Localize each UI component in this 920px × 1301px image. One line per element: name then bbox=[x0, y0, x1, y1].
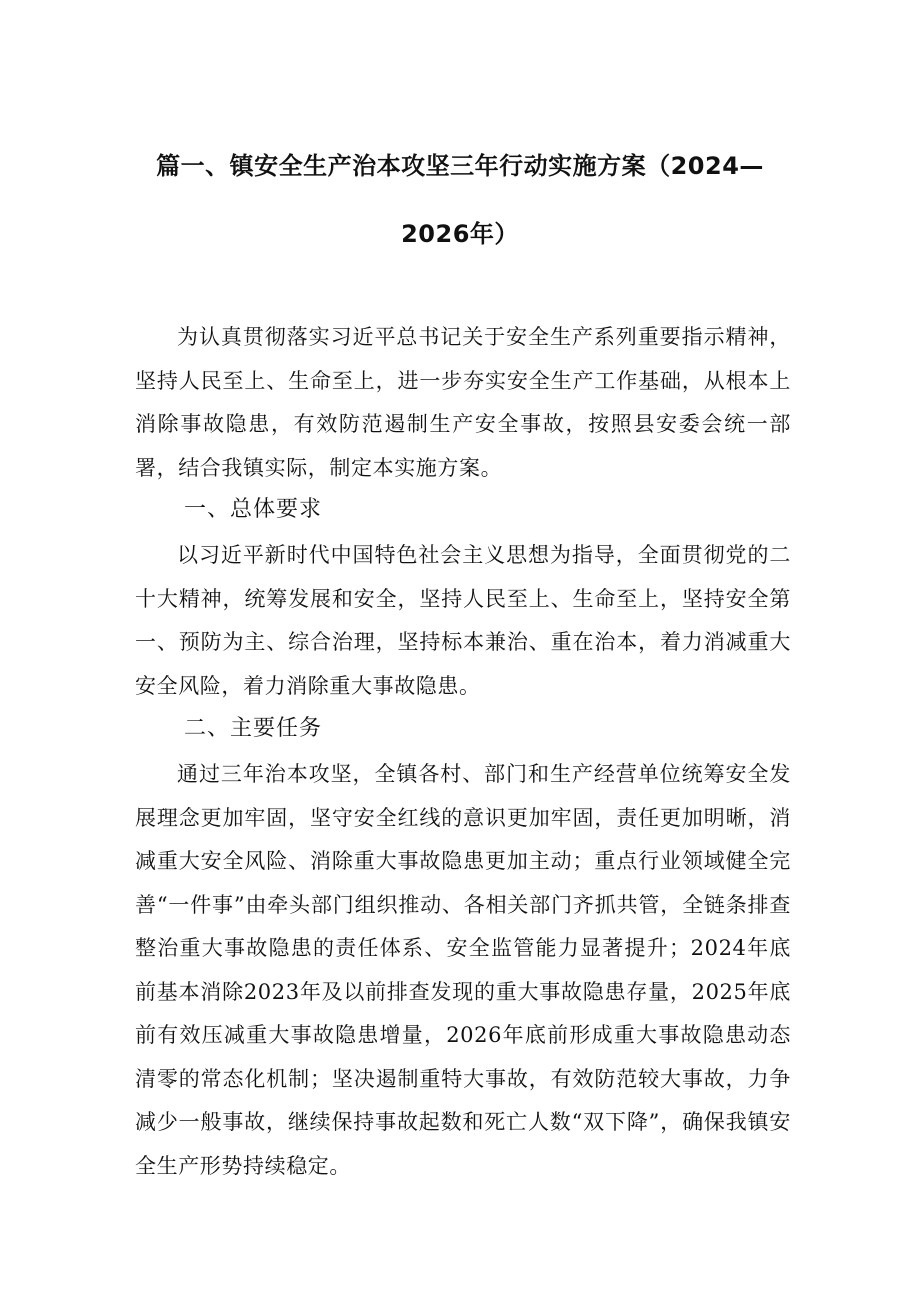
document-title-line2: 2026年） bbox=[401, 220, 519, 248]
section-heading-main-tasks: 二、主要任务 bbox=[184, 716, 323, 741]
document-title-line1: 篇一、镇安全生产治本攻坚三年行动实施方案（2024— bbox=[156, 152, 764, 180]
section-heading-general-requirements: 一、总体要求 bbox=[184, 497, 323, 522]
general-requirements-paragraph: 以习近平新时代中国特色社会主义思想为指导，全面贯彻党的二十大精神，统筹发展和安全，坚持人民至上、生命至上，坚持安全第一、预防为主、综合治理，坚持标本兼治、重在治本，着力消减重大安全风险，着力消除重大事故隐患。 bbox=[135, 543, 791, 698]
intro-paragraph: 为认真贯彻落实习近平总书记关于安全生产系列重要指示精神，坚持人民至上、生命至上，进一步夯实安全生产工作基础，从根本上消除事故隐患，有效防范遏制生产安全事故，按照县安委会统一部署，结合我镇实际，制定本实施方案。 bbox=[135, 325, 791, 480]
main-tasks-paragraph: 通过三年治本攻坚，全镇各村、部门和生产经营单位统筹安全发展理念更加牢固，坚守安全红线的意识更加牢固，责任更加明晰，消减重大安全风险、消除重大事故隐患更加主动；重点行业领域健全完善“一件事”由牵头部门组织推动、各相关部门齐抓共管，全链条排查整治重大事故隐患的责任体系、安全监管能力显著提升；2024年底前基本消除2023年及以前排查发现的重大事故隐患存量，2025年底前有效压减重大事故隐患增量，2026年底前形成重大事故隐患动态清零的常态化机制；坚决遏制重特大事故，有效防范较大事故，力争减少一般事故，继续保持事故起数和死亡人数“双下降”，确保我镇安全生产形势持续稳定。 bbox=[135, 762, 791, 1178]
